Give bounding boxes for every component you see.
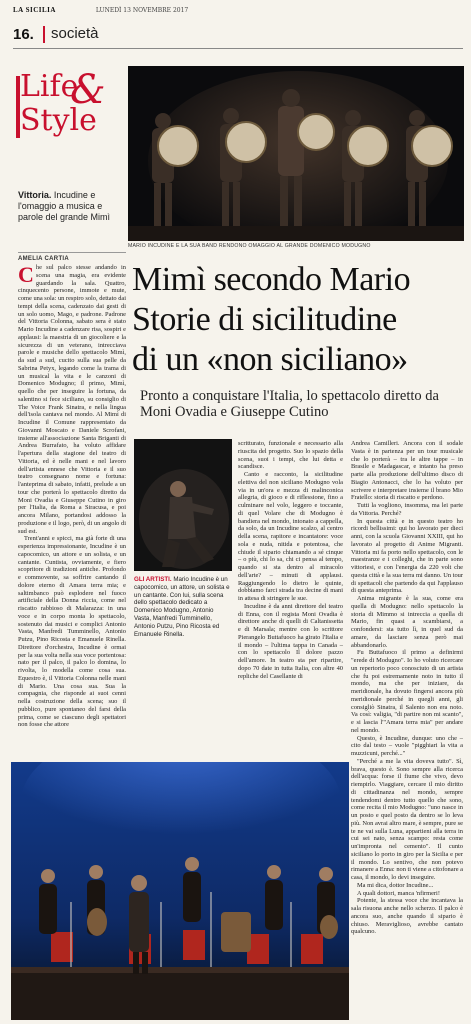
band-stage-illustration <box>128 66 464 241</box>
paragraph: A quali dottori, manca 'nfirmeri! <box>357 889 440 897</box>
summary-text: Incudine e l'omaggio a musica e parole del grande Mimì <box>18 190 111 222</box>
paragraph: Potente, la stessa voce che incantava la sala risuona anche nello scherzo. Il palco è ancora suo, anche quando il sipario è chiuso. Meraviglioso, avrebbe cantato qualcuno. <box>351 897 463 936</box>
paragraph: Fu Buttafuoco il primo a definirmi "erede di Modugno". Io ho voluto ricercare un repertorio poco conosciuto di un artista che fu poi estremamente noto in tutto il mondo, ma che per iniziare, da meridionale, ha dovuto fingersi ancora più meridionale perché in quegli anni, gli consigliò Sinatra, il Salento non era noto. Va così: valigia, "di partire non mi scanto", e si lascia l'"Amara terra mia" per andare nel mondo. <box>351 649 463 734</box>
section-bar <box>13 20 463 49</box>
paragraph: Andrea Camilleri. Ancora con il sodale Vasta è in partenza per un tour musicale che lo porterà – tra le altre tappe – in Brasile e Madagascar, e intanto ha preso parte alla produzione dell'ultimo disco di Biagio Antonacci, che lo ha voluto per scrivere e interpretare insieme il brano Mio Fratello: storia di riscatto e perdono. <box>351 440 463 502</box>
summary-place: Vittoria. <box>18 190 52 200</box>
paragraph <box>18 264 126 535</box>
newspaper-name: LA SICILIA <box>13 6 56 14</box>
logo-style: Style <box>20 103 97 138</box>
headline-line-2: Storie di sicilitudine <box>132 301 397 338</box>
artist-photo <box>134 439 232 571</box>
headline-line-1: Mimì secondo Mario <box>132 261 411 298</box>
article-column-1 <box>18 264 126 749</box>
stage-performance-photo <box>11 762 349 1020</box>
paragraph: Anima migrante è la sua, come era quella di Modugno: nello spettacolo la storia di Mimmo si intreccia a quella di Mario, fin quasi a scambiarsi, a confondersi: sta tutto lì, in quel sud da amare, da lasciare senza però mai abbandonarlo. <box>351 595 463 649</box>
article-column-2 <box>238 440 343 762</box>
page-number: 16. <box>13 26 34 43</box>
paragraph: Incudine è da anni direttore del teatro di Enna, con il regista Moni Ovadia è direttore anche di quelli di Caltanissetta e di Marsala; mentre con lo scrittore Pierangelo Buttafuoco ha girato l'Italia e il mondo – l'ultima tappa in Canada – con lo spettacolo Il dolore pazzo dell'amore. In teatro sta per ripartire, dopo 70 date in tutta Italia, con altre 40 repliche del Casellante di <box>238 602 343 680</box>
paragraph: Trent'anni e spicci, ma già forte di una esperienza impressionante, Incudine è un capocomico, un attore e un solista, e un cantante. Cuntista, ovviamente, e fiero scopritore di tradizioni antiche. Profondo e commovente, sa soffrire cantando il dolore eterno di Amara terra mia; e saltimbanco può esplodere nel fuoco artificiale della Donna riccia, come nel riscatto rabbioso di Malarazza: in una voce e in corpo monta lo spettacolo, sostenuto dai musici e complici Antonio Vasta, Manfredi Tumminello, Antonio Putzu, Pino Ricosta e Emanuele Rinella. Direttore d'orchestra, Incudine è ormai per la sua volta nella sua voce portentosa: nato per il palco, il palco lo domina, lo rivolta, lo modella come cosa sua. Equestro è, il Vittoria Colonna nelle mani di Mario. Una cosa sua. Sua la compagnia, che risponde ai suoi cenni nella costruzione della scena; suo il pubblico, pure spontaneo del farsi della prima, come se ciascuno degli spettatori non fosse che attore <box>18 535 126 729</box>
band-stage-photo <box>128 66 464 241</box>
caption-label: GLI ARTISTI. <box>134 576 172 583</box>
paragraph: Questo, è Incudine, dunque: uno che – cito dal testo – vuole "pigghiari la vita a muzzicuni, perché..." <box>351 734 463 757</box>
caption-text: Mario Incudine è un capocomico, un attore, un solista e un cantante. Con lui, sulla scena dello spettacolo dedicato a Domenico Modugno, Antonio Vasta, Manfredi Tumminello, Antonio Putzu, Pino Ricosta ed Emanuele Rinella. <box>134 576 230 638</box>
byline: AMELIA CARTIA <box>18 256 70 262</box>
section-divider <box>43 26 45 43</box>
section-name: società <box>51 25 99 42</box>
article-column-3 <box>351 440 463 1020</box>
stage-illustration <box>11 762 349 1020</box>
byline-rule <box>18 252 126 253</box>
top-photo-caption: MARIO INCUDINE E LA SUA BAND RENDONO OMAGGIO AL GRANDE DOMENICO MODUGNO <box>128 243 371 249</box>
paragraph-text: he sul palco stesse andando in scena una magia, era evidente guardando la sala. Quattro, cinquecento persone, immote e mute, come una sola: un respiro solo, dettato dai tempi della scena, cadenzato dai gesti di un solo uomo, Mago, e padrone. Padrone del Vittoria Colonna, sabato sera è stato Mario Incudine a cadenzare risa, sospiri e applausi: la maestria di un giocoliere e la sicurezza di un veterano, intrecciava parole e musiche dello spettacolo Mimì, da sud a sud, cucito sulla sua pelle da Sabrina Petyx, legando come la trama di un musical la vita e le canzoni di Domenico Modugno; il primo, Mimì, quello che per inseguire la fortuna, da salentino si fece siciliano, su consiglio di The Voice Frank Sinatra, e nella lingua dell'isola cantava nel mondo. Al Mimì di Incudine il Comune rappresentato da Giovanni Moscato e Daniele Scrofani, insieme all'associazione Santa Briganti di Andrea Burrafato, ha voluto affidare l'apertura della stagione del teatro di Vittoria, ed è nelle mani e nel lavoro dell'artista ennese che Vittoria e il suo teatro consegnano nome e fortuna: l'anteprima di sabato, infatti, prelude a un tour che porterà lo spettacolo diretto da Moni Ovadia e Giuseppe Cutino in giro per l'Italia, da Roma a Siracusa, e poi ancora Milano, portandosi addosso la produzione e il logo, però, di un angolo di sud est. <box>18 264 126 535</box>
paragraph: Ma mi dica, dottor Incudine... <box>357 881 434 889</box>
life-style-logo <box>18 67 128 162</box>
artist-illustration <box>134 439 232 571</box>
paragraph: In questa città e in questo teatro ho ricordi bellissimi: qui ho lavorato per dieci anni, con la scuola Giovanni XXIII, qui ho lavorato al progetto di Anime Migranti. Vittoria mi fa porto nello spettacolo, con le maestranze e i colleghi, che in parte sono vittoriesi, e con l'energia da 220 volt che questa città e la sua terra mi danno. Un tour di spettacoli che partendo da qui l'applauso di questa anteprima. <box>351 517 463 595</box>
issue-date: LUNEDÌ 13 NOVEMBRE 2017 <box>95 7 189 14</box>
paragraph: Canto e racconto, la sicilitudine elettiva del non siciliano Modugno vola via in un'ora e mezza di malinconica allegria, di gioco e di riflessione, fino a culminare nel volo, leggero e toccante, di quel Volare che di Modugno è bandiera nel mondo, intonato a cappella, da solo, da un Incudine scalzo, al centro della scena, rapitore e incantatore: voce sola e nuda, nitida e potentosa, che chiude il sipario chiamando a sé cinque – o più, chi lo sa, chi ci pensa al tempo, quando si sta dentro al miracolo dell'arte? – minuti di applausi. Raggiungendo lo dietro le quinte, dobbiamo farci strada tra decine di mani in attesa di stringere le sue. <box>238 471 343 602</box>
article-summary <box>18 190 126 223</box>
paragraph: "Perché a me la vita doveva tutto". Sì, brava, questo è. Sono sempre alla ricerca dell'acqua: forse il fiume che vivo, devo riempirlo. Viaggiare, cercare il mio diritto di cittadinanza nel mondo, sempre tendendomi dentro tutto quello che sono, come recita il mio Modugno: "uno nasce in un posto e quel posto da dentro se lo leva più. Non avrai altro mare, è sempre, pure se te ne vai sulla Luna, appartieni alla terra in cui sei nato, senza scampo: resta come un'impronta nel cemento". Il cunto siciliano lo porto in giro per la Sicilia e per il mondo. Lo sentivo, che non potevo rimanere a Enna: non ti viene a citofonare a casa, il mondo, lo devi inseguire. <box>351 757 463 881</box>
logo-life: Life <box>20 69 79 104</box>
paragraph: Tutti la vogliono, insomma, ma lei parte da Vittoria. Perché? <box>351 502 463 517</box>
subheadline: Pronto a conquistare l'Italia, lo spettacolo diretto da Moni Ovadia e Giuseppe Cutino <box>140 388 439 420</box>
paragraph: scritturato, funzionale e necessario alla riuscita del progetto. Suo lo spazio della scena, suoi i tempi, che lui detta e scandisce. <box>238 440 343 471</box>
artist-photo-caption <box>134 576 232 638</box>
drop-cap: C <box>18 264 34 287</box>
headline-line-3: di un «non siciliano» <box>132 341 408 378</box>
masthead <box>13 6 463 18</box>
headline <box>132 260 462 380</box>
logo-ampersand: & <box>70 67 106 113</box>
